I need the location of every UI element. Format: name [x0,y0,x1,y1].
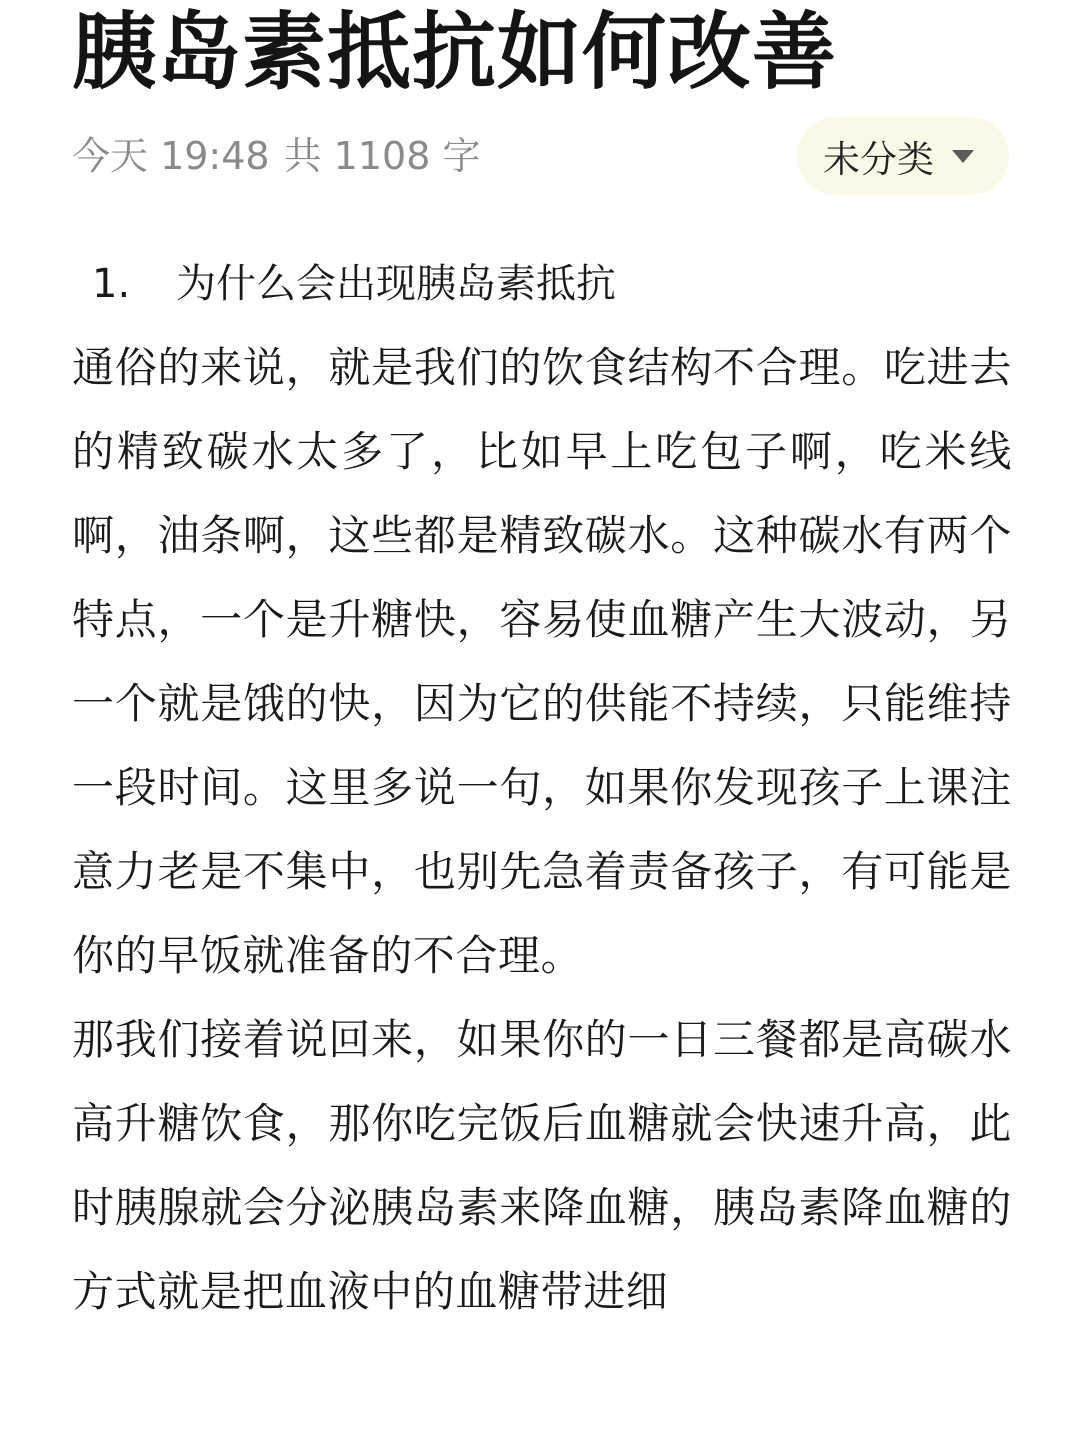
note-word-count: 共 1108 字 [283,134,481,178]
section-heading[interactable] [92,256,616,312]
body-paragraph[interactable]: 那我们接着说回来，如果你的一日三餐都是高碳水高升糖饮食，那你吃完饭后血糖就会快速升高，此时胰腺就会分泌胰岛素来降血糖，胰岛素降血糖的方式就是把血液中的血糖带进细 [72,1015,1012,1316]
note-title[interactable]: 胰岛素抵抗如何改善 [72,3,838,101]
list-number: 1. [92,261,131,307]
caret-down-icon [952,150,974,163]
note-timestamp: 今天 19:48 [72,134,270,178]
category-label: 未分类 [823,138,934,181]
category-dropdown[interactable] [797,117,1009,195]
section-heading-text: 为什么会出现胰岛素抵抗 [176,261,616,307]
note-body[interactable] [72,326,1012,1334]
body-paragraph[interactable]: 通俗的来说，就是我们的饮食结构不合理。吃进去的精致碳水太多了，比如早上吃包子啊，吃米线啊，油条啊，这些都是精致碳水。这种碳水有两个特点，一个是升糖快，容易使血糖产生大波动，另一个就是饿的快，因为它的供能不持续，只能维持一段时间。这里多说一句，如果你发现孩子上课注意力老是不集中，也别先急着责备孩子，有可能是你的早饭就准备的不合理。 [72,343,1012,980]
note-meta [72,132,480,180]
